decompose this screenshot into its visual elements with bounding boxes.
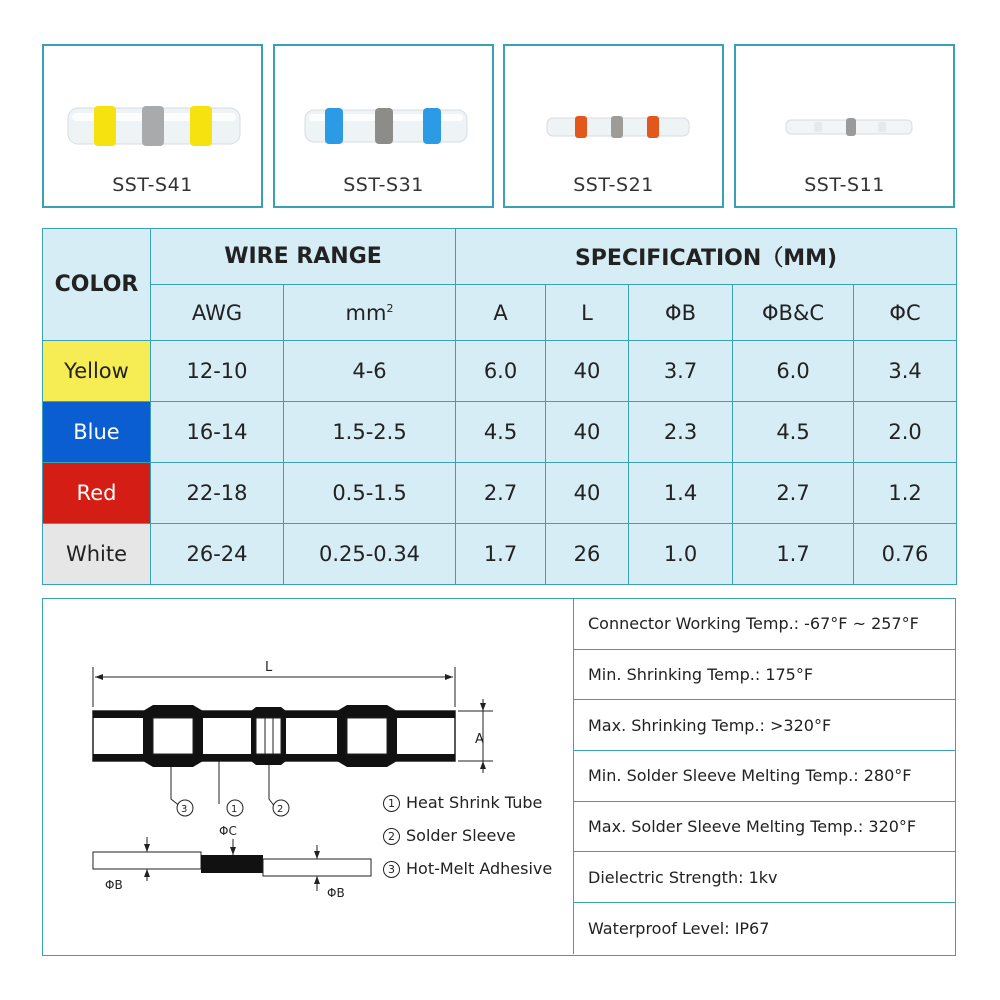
cell-mm2: 1.5-2.5 — [284, 402, 456, 463]
legend-number: 1 — [383, 795, 400, 812]
label-a: A — [475, 732, 484, 747]
header-specification: SPECIFICATION（MM) — [456, 229, 957, 285]
cell-mm2: 0.5-1.5 — [284, 463, 456, 524]
table-row — [43, 524, 957, 585]
cell-phic: 3.4 — [854, 341, 957, 402]
band-center — [142, 106, 164, 146]
header-wire-range: WIRE RANGE — [151, 229, 456, 285]
label-phic: ΦC — [219, 824, 237, 838]
legend-number: 2 — [383, 828, 400, 845]
specification-table — [42, 228, 957, 585]
cell-a: 1.7 — [456, 524, 546, 585]
label-l: L — [265, 660, 273, 675]
product-card-sst-s41 — [42, 44, 263, 208]
marker-2: 2 — [277, 804, 284, 815]
cell-a: 2.7 — [456, 463, 546, 524]
cell-a: 4.5 — [456, 402, 546, 463]
marker-3: 3 — [181, 804, 188, 815]
color-cell-yellow: Yellow — [43, 341, 151, 402]
table-row — [43, 463, 957, 524]
subheader-awg: AWG — [151, 285, 284, 341]
cell-a: 6.0 — [456, 341, 546, 402]
cell-awg: 26-24 — [151, 524, 284, 585]
product-name: SST-S21 — [573, 174, 654, 196]
color-cell-white: White — [43, 524, 151, 585]
cell-phib: 2.3 — [629, 402, 733, 463]
cell-phib: 1.4 — [629, 463, 733, 524]
subheader-l: L — [546, 285, 629, 341]
legend-hot-melt-adhesive: 3 Hot-Melt Adhesive — [383, 859, 552, 878]
product-card-sst-s31 — [273, 44, 494, 208]
marker-1: 1 — [231, 804, 238, 815]
details-box — [42, 598, 956, 956]
prop-min-solder-melting-temp: Min. Solder Sleeve Melting Temp.: 280°F — [574, 751, 955, 802]
cell-mm2: 0.25-0.34 — [284, 524, 456, 585]
product-card-sst-s21 — [503, 44, 724, 208]
connector-image — [275, 76, 496, 176]
connector-image — [736, 76, 957, 176]
product-card-sst-s11 — [734, 44, 955, 208]
prop-max-shrinking-temp: Max. Shrinking Temp.: >320°F — [574, 700, 955, 751]
cell-awg: 22-18 — [151, 463, 284, 524]
table-row — [43, 402, 957, 463]
cell-l: 40 — [546, 402, 629, 463]
connector-image — [44, 76, 265, 176]
cell-phibc: 2.7 — [733, 463, 854, 524]
cell-phic: 1.2 — [854, 463, 957, 524]
legend-number: 3 — [383, 861, 400, 878]
subheader-phibc: ΦB&C — [733, 285, 854, 341]
cell-phibc: 4.5 — [733, 402, 854, 463]
subheader-phic: ΦC — [854, 285, 957, 341]
table-row — [43, 341, 957, 402]
subheader-mm2: $mm^2$ — [284, 285, 456, 341]
properties-list — [573, 599, 955, 954]
cell-phib: 1.0 — [629, 524, 733, 585]
dimension-drawing — [43, 599, 573, 954]
label-phib-left: ΦB — [105, 878, 123, 892]
cell-phib: 3.7 — [629, 341, 733, 402]
subheader-a: A — [456, 285, 546, 341]
cell-mm2: 4-6 — [284, 341, 456, 402]
connector-image — [505, 76, 726, 176]
subheader-phib: ΦB — [629, 285, 733, 341]
legend-heat-shrink-tube: 1 Heat Shrink Tube — [383, 793, 542, 812]
cell-l: 40 — [546, 341, 629, 402]
label-phib-right: ΦB — [327, 886, 345, 900]
prop-min-shrinking-temp: Min. Shrinking Temp.: 175°F — [574, 650, 955, 701]
prop-waterproof-level: Waterproof Level: IP67 — [588, 918, 770, 938]
cell-phibc: 6.0 — [733, 341, 854, 402]
color-cell-red: Red — [43, 463, 151, 524]
cell-l: 26 — [546, 524, 629, 585]
header-color: COLOR — [43, 229, 151, 341]
cell-l: 40 — [546, 463, 629, 524]
cell-awg: 16-14 — [151, 402, 284, 463]
product-name: SST-S11 — [804, 174, 885, 196]
band-left — [94, 106, 116, 146]
cell-phic: 0.76 — [854, 524, 957, 585]
legend-solder-sleeve: 2 Solder Sleeve — [383, 826, 516, 845]
prop-working-temp: Connector Working Temp.: -67°F ~ 257°F — [574, 599, 955, 650]
prop-dielectric-strength: Dielectric Strength: 1kv — [574, 852, 955, 903]
color-cell-blue: Blue — [43, 402, 151, 463]
cell-phic: 2.0 — [854, 402, 957, 463]
band-right — [190, 106, 212, 146]
connector-diagram — [43, 599, 573, 954]
cell-awg: 12-10 — [151, 341, 284, 402]
cell-phibc: 1.7 — [733, 524, 854, 585]
product-name: SST-S41 — [112, 174, 193, 196]
product-name: SST-S31 — [343, 174, 424, 196]
prop-max-solder-melting-temp: Max. Solder Sleeve Melting Temp.: 320°F — [574, 802, 955, 853]
